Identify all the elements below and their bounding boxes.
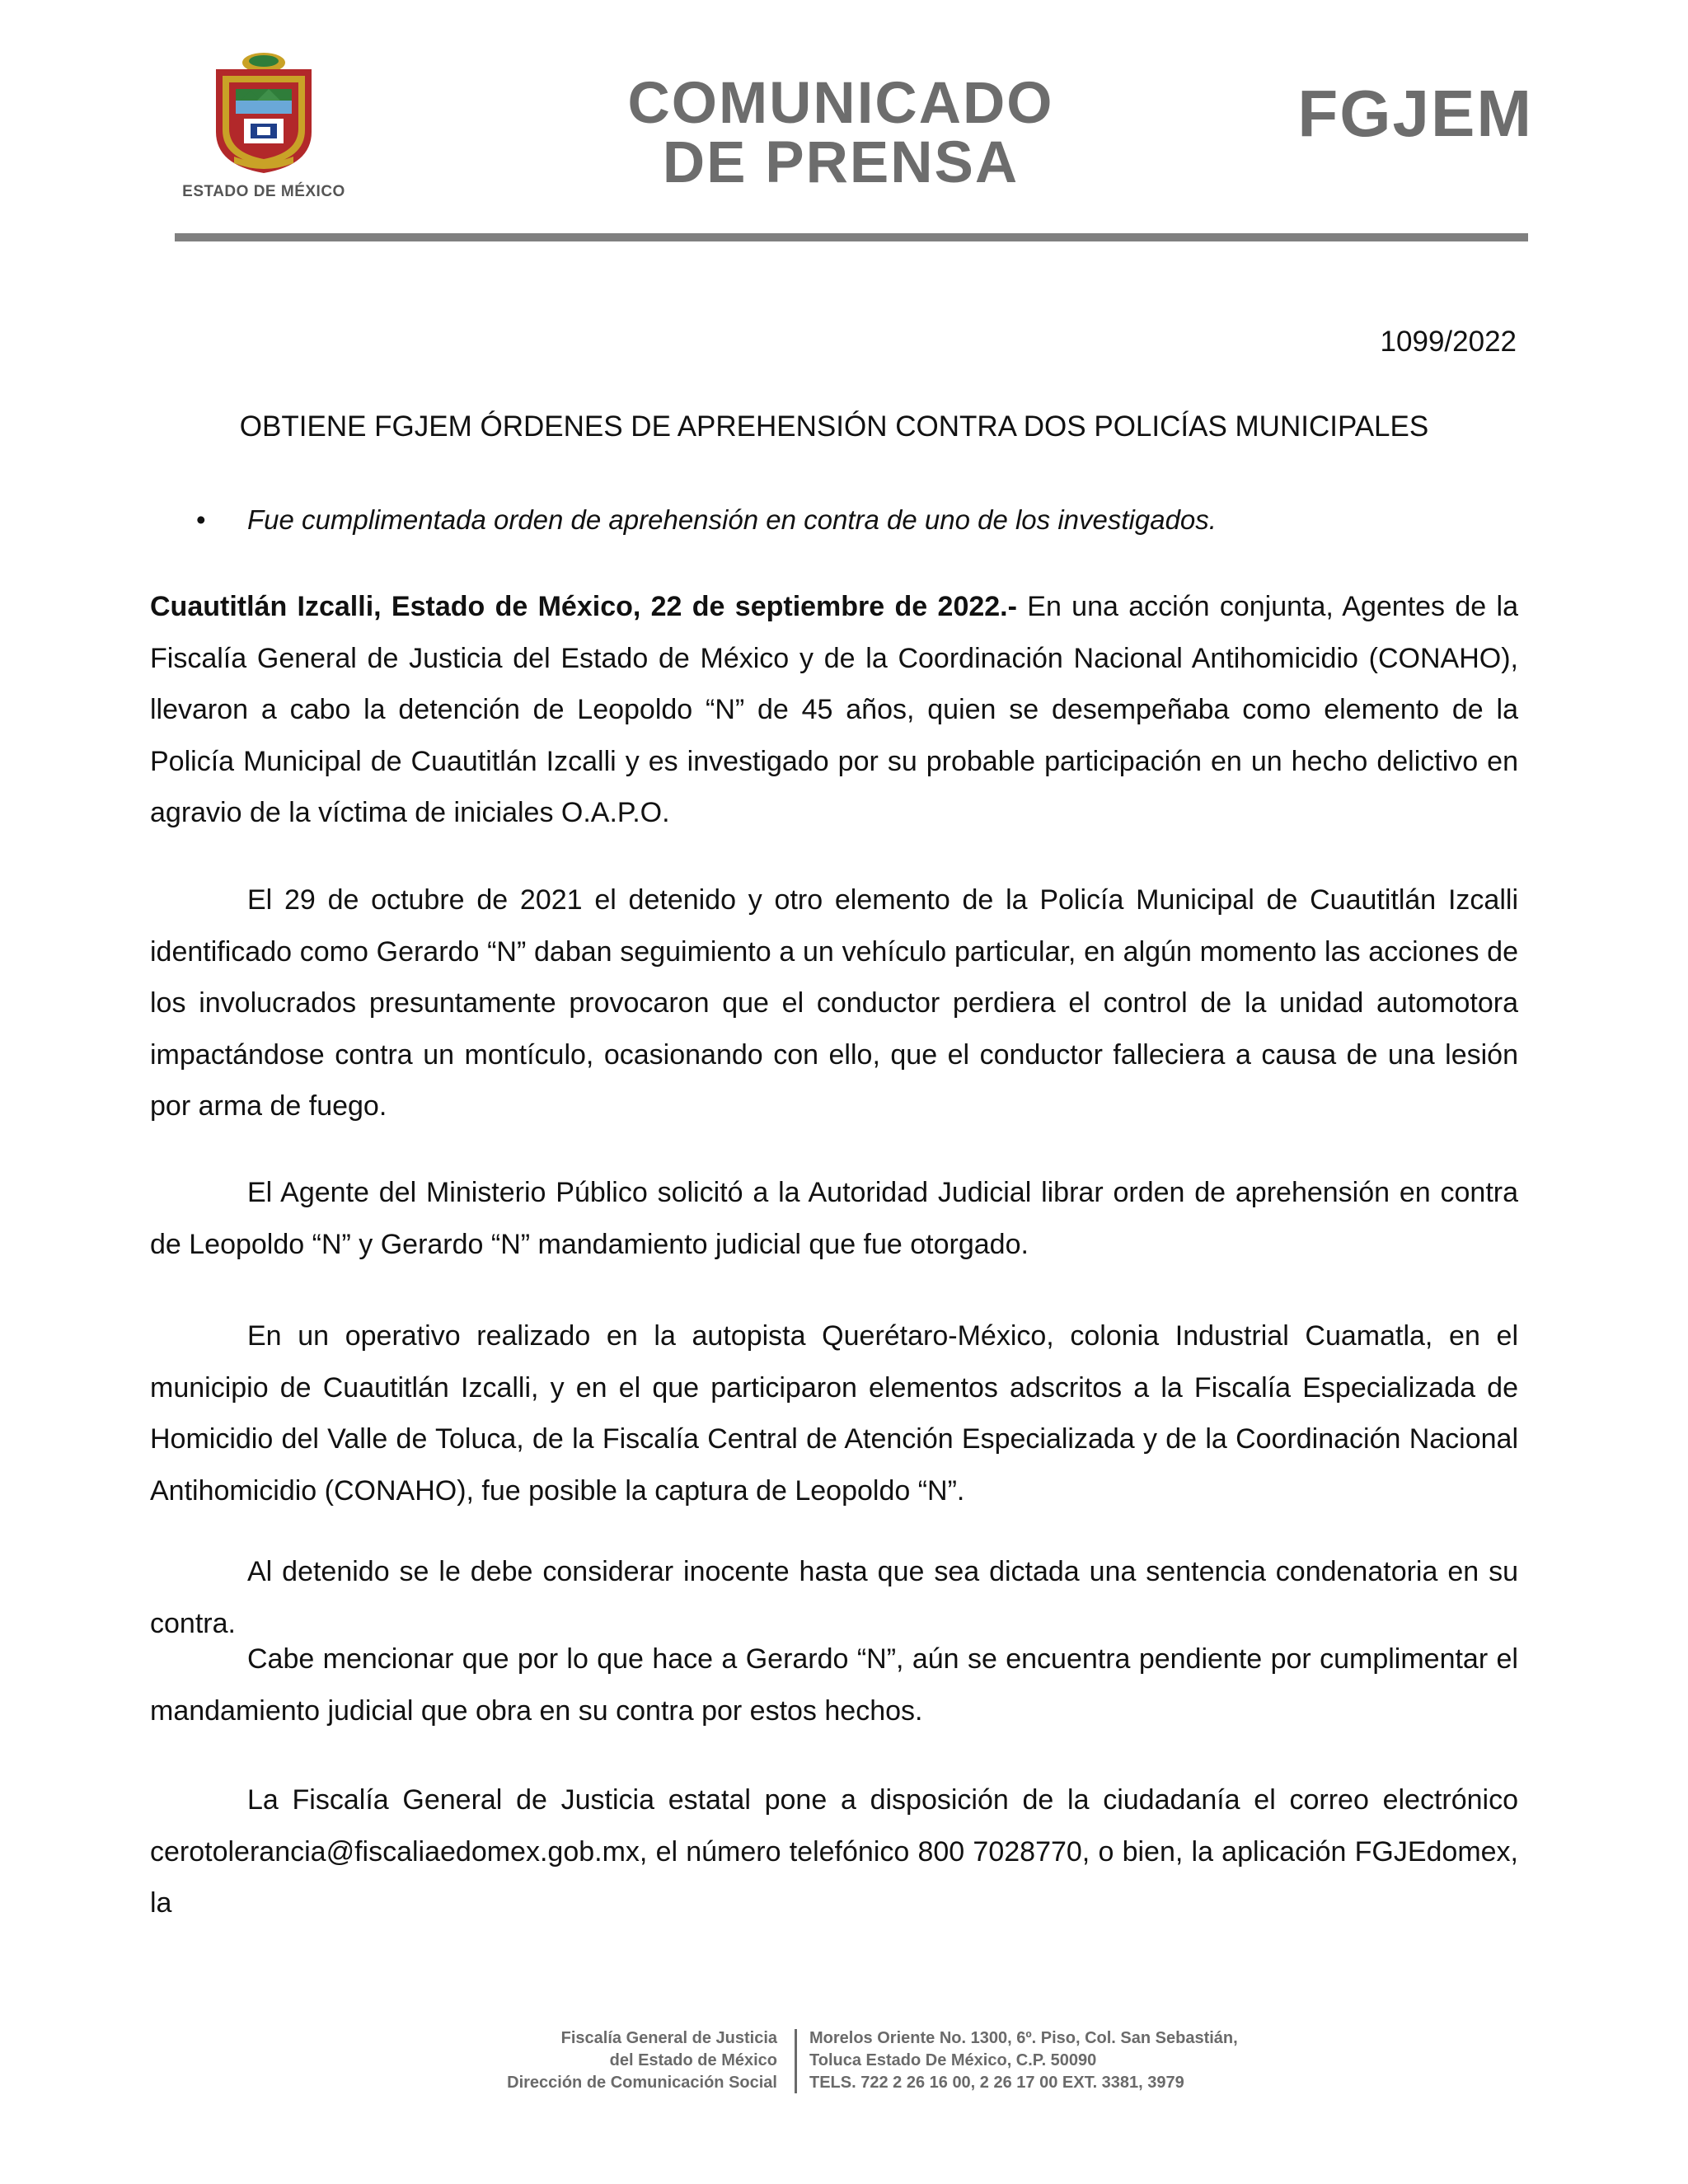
paragraph-2: El 29 de octubre de 2021 el detenido y otro elemento de la Policía Municipal de Cuautitlán Izcalli identificado como Gerardo “N” daban seguimiento a un vehículo particular, en algún momento las acciones de los involucrados presuntamente provocaron que el conductor perdiera el control de la unidad automotora impactándose contra un montículo, ocasionando con ello, que el conductor falleciera a causa de una lesión por arma de fuego. — [150, 884, 1518, 1122]
footer-org-line1: Fiscalía General de Justicia — [560, 2029, 777, 2047]
footer-org-line2: del Estado de México — [609, 2051, 777, 2069]
lead-text: En una acción conjunta, Agentes de la Fiscalía General de Justicia del Estado de México y de la Coordinación Nacional Antihomicidio (CONAHO), llevaron a cabo la detención de Leopoldo “N” de 45 años, quien se desempeñaba como elemento de la Policía Municipal de Cuautitlán Izcalli y es investigado por su probable participación en un hecho delictivo en agravio de la víctima de iniciales O.A.P.O. — [150, 591, 1518, 828]
header-title-line2: DE PRENSA — [662, 130, 1020, 195]
release-number: 1099/2022 — [1380, 326, 1517, 358]
footer-separator — [795, 2029, 797, 2093]
coat-of-arms-icon — [165, 51, 363, 175]
paragraph-3: El Agente del Ministerio Público solicitó a la Autoridad Judicial librar orden de aprehensión en contra de Leopoldo “N” y Gerardo “N” mandamiento judicial que fue otorgado. — [150, 1177, 1518, 1260]
bullet-icon: • — [196, 504, 206, 535]
paragraph-7: La Fiscalía General de Justicia estatal pone a disposición de la ciudadanía el correo electrónico cerotolerancia@fiscaliaedomex.gob.mx, el número telefónico 800 7028770, o bien, la aplicación FGJEdomex, la — [150, 1784, 1518, 1919]
estado-de-mexico-seal — [165, 51, 363, 204]
header-title-line1: COMUNICADO — [627, 71, 1054, 136]
paragraph-5: Al detenido se le debe considerar inocente hasta que sea dictada una sentencia condenatoria en su contra. — [150, 1556, 1518, 1639]
footer-address-line1: Morelos Oriente No. 1300, 6º. Piso, Col. San Sebastián, — [809, 2029, 1238, 2047]
footer-phone-line: TELS. 722 2 26 16 00, 2 26 17 00 EXT. 3381, 3979 — [809, 2074, 1184, 2092]
headline: OBTIENE FGJEM ÓRDENES DE APREHENSIÓN CONTRA DOS POLICÍAS MUNICIPALES — [239, 410, 1429, 443]
paragraph-4: En un operativo realizado en la autopista Querétaro-México, colonia Industrial Cuamatla, en el municipio de Cuautitlán Izcalli, y en el que participaron elementos adscritos a la Fiscalía Especializada de Homicidio del Valle de Toluca, de la Fiscalía Central de Atención Especializada y de la Coordinación Nacional Antihomicidio (CONAHO), fue posible la captura de Leopoldo “N”. — [150, 1320, 1518, 1507]
paragraph-6: Cabe mencionar que por lo que hace a Gerardo “N”, aún se encuentra pendiente por cumplimentar el mandamiento judicial que obra en su contra por estos hechos. — [150, 1643, 1518, 1727]
footer-contact-block — [809, 2027, 1469, 2094]
footer-org-block — [200, 2027, 777, 2094]
footer-address-line2: Toluca Estado De México, C.P. 50090 — [809, 2051, 1097, 2069]
footer-org-line3: Dirección de Comunicación Social — [507, 2074, 777, 2092]
header-org-name: FGJEM — [1297, 77, 1533, 150]
header-title — [602, 71, 1080, 195]
summary-bullet: Fue cumplimentada orden de aprehensión en contra de uno de los investigados. — [247, 504, 1217, 535]
logo-caption: ESTADO DE MÉXICO — [182, 183, 345, 200]
header-divider — [175, 233, 1528, 241]
dateline: Cuautitlán Izcalli, Estado de México, 22 de septiembre de 2022.- — [150, 591, 1017, 622]
paragraph-lead — [150, 581, 1518, 839]
